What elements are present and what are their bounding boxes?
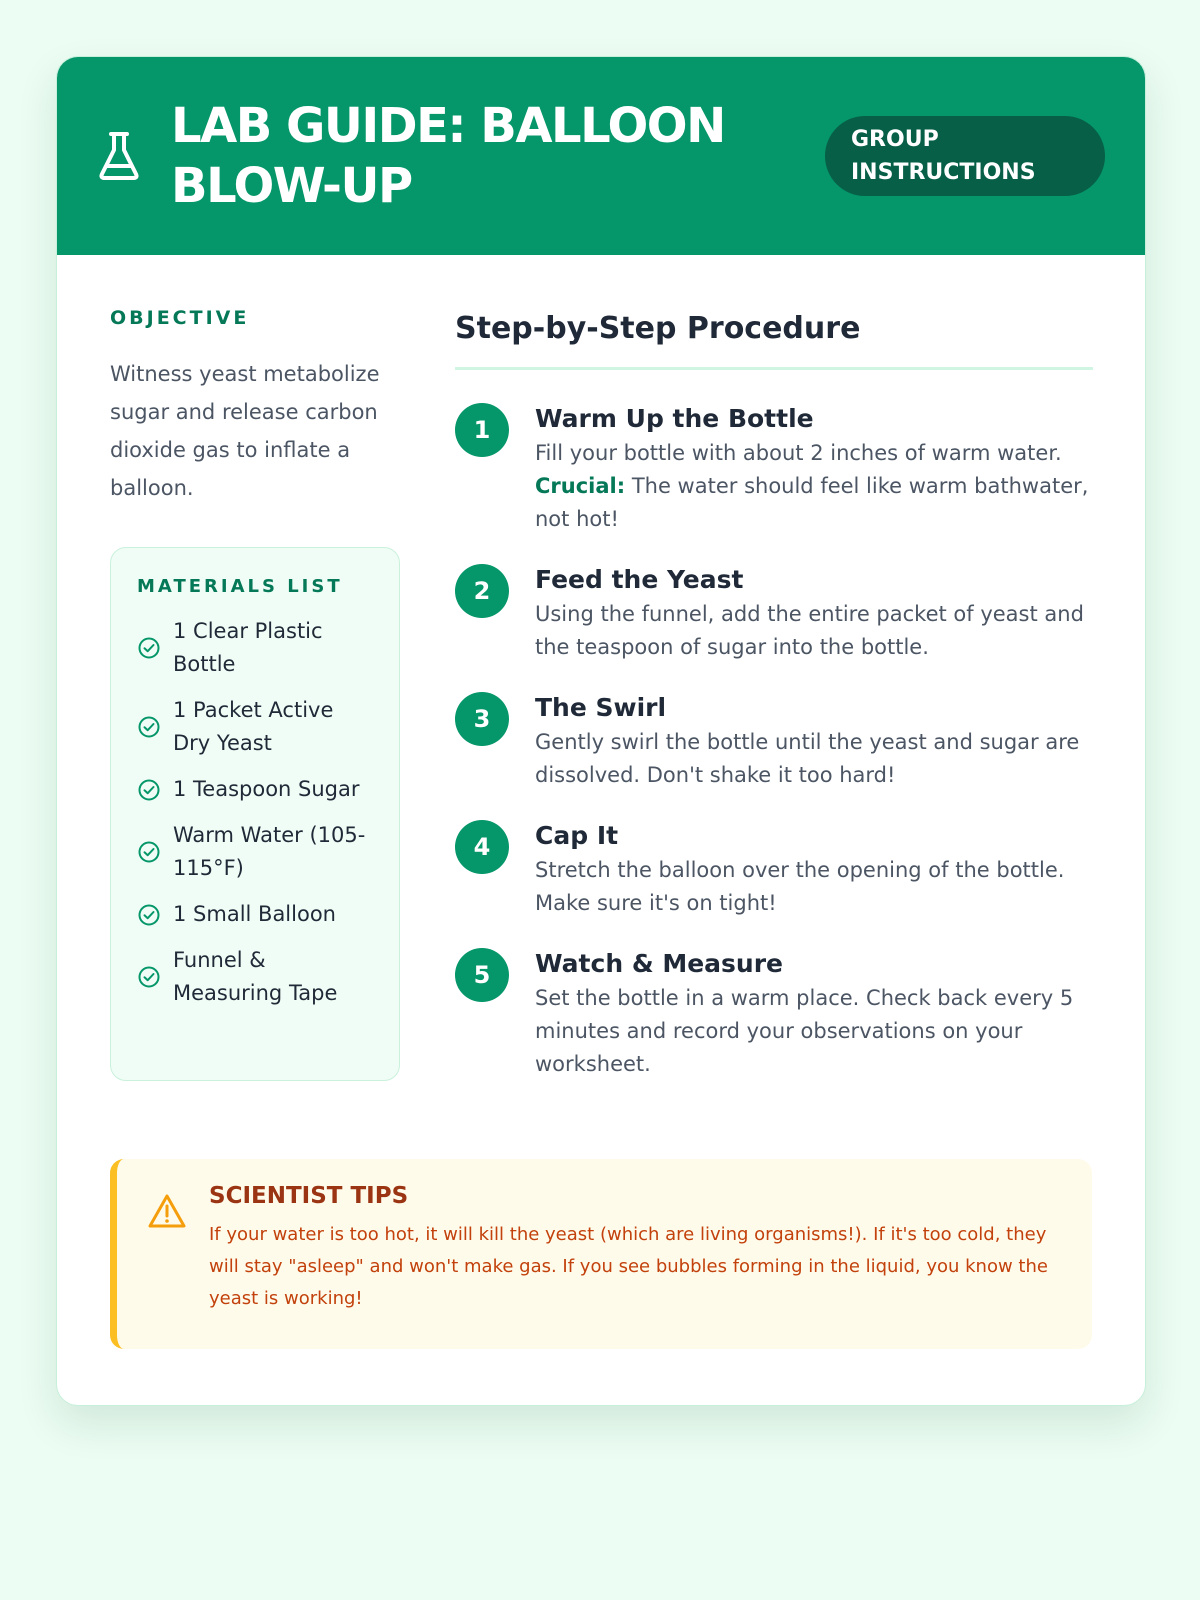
step-title: Warm Up the Bottle <box>535 404 814 433</box>
step-number-badge: 2 <box>455 564 509 618</box>
materials-label: MATERIALS LIST <box>137 576 343 597</box>
flask-icon <box>97 130 141 182</box>
materials-list-panel <box>110 547 400 1081</box>
step-title: Cap It <box>535 821 619 850</box>
material-label: 1 Small Balloon <box>173 902 336 926</box>
step-text: Using the funnel, add the entire packet of yeast and the teaspoon of sugar into the bottle. <box>535 602 1084 659</box>
check-circle-icon <box>137 903 161 927</box>
step-content <box>535 948 1095 1081</box>
procedure-title: Step-by-Step Procedure <box>455 311 861 346</box>
list-item <box>137 773 373 806</box>
step-content <box>535 820 1095 920</box>
list-item <box>137 898 373 931</box>
list-item <box>137 819 373 885</box>
step-text: Gently swirl the bottle until the yeast and sugar are dissolved. Don't shake it too hard! <box>535 730 1080 787</box>
step-item <box>455 820 1095 920</box>
procedure-divider <box>455 367 1093 370</box>
check-circle-icon <box>137 636 161 660</box>
step-text: Set the bottle in a warm place. Check back every 5 minutes and record your observations on your worksheet. <box>535 986 1074 1076</box>
step-number-badge: 3 <box>455 692 509 746</box>
material-label: 1 Packet Active Dry Yeast <box>173 698 334 755</box>
check-circle-icon <box>137 715 161 739</box>
step-content <box>535 564 1095 664</box>
step-content <box>535 403 1095 536</box>
procedure-steps <box>455 403 1095 1109</box>
step-number-badge: 4 <box>455 820 509 874</box>
check-circle-icon <box>137 965 161 989</box>
scientist-tips-callout <box>110 1159 1092 1349</box>
step-title: Watch & Measure <box>535 949 783 978</box>
step-item <box>455 403 1095 536</box>
step-title: Feed the Yeast <box>535 565 744 594</box>
step-text-main: Fill your bottle with about 2 inches of warm water. <box>535 441 1062 465</box>
list-item <box>137 615 373 681</box>
check-circle-icon <box>137 778 161 802</box>
group-instructions-badge: GROUP INSTRUCTIONS <box>825 116 1105 196</box>
material-label: Warm Water (105-115°F) <box>173 823 366 880</box>
step-item <box>455 564 1095 664</box>
page-title: LAB GUIDE: BALLOON BLOW-UP <box>171 98 725 214</box>
material-label: 1 Teaspoon Sugar <box>173 777 360 801</box>
objective-text: Witness yeast metabolize sugar and release carbon dioxide gas to inflate a balloon. <box>110 362 380 500</box>
step-text: Stretch the balloon over the opening of the bottle. Make sure it's on tight! <box>535 858 1065 915</box>
step-number-badge: 5 <box>455 948 509 1002</box>
warning-icon <box>147 1193 187 1229</box>
list-item <box>137 694 373 760</box>
step-content <box>535 692 1095 792</box>
step-text-after: The water should feel like warm bathwater, not hot! <box>535 474 1089 531</box>
check-circle-icon <box>137 840 161 864</box>
step-number-badge: 1 <box>455 403 509 457</box>
material-label: Funnel & Measuring Tape <box>173 948 338 1005</box>
list-item <box>137 944 373 1010</box>
step-item <box>455 948 1095 1081</box>
materials-list <box>137 615 373 1010</box>
tips-title: SCIENTIST TIPS <box>209 1183 409 1209</box>
crucial-emphasis: Crucial: <box>535 474 626 498</box>
step-title: The Swirl <box>535 693 667 722</box>
lab-guide-card <box>56 56 1146 1406</box>
step-item <box>455 692 1095 792</box>
header-banner <box>57 57 1145 255</box>
material-label: 1 Clear Plastic Bottle <box>173 619 323 676</box>
step-text <box>535 437 1095 536</box>
tips-text: If your water is too hot, it will kill the yeast (which are living organisms!). If it's too cold, they will stay "asleep" and won't make gas. If you see bubbles forming in the liquid, you know the yeast is working! <box>209 1224 1048 1309</box>
objective-label: OBJECTIVE <box>110 307 250 329</box>
